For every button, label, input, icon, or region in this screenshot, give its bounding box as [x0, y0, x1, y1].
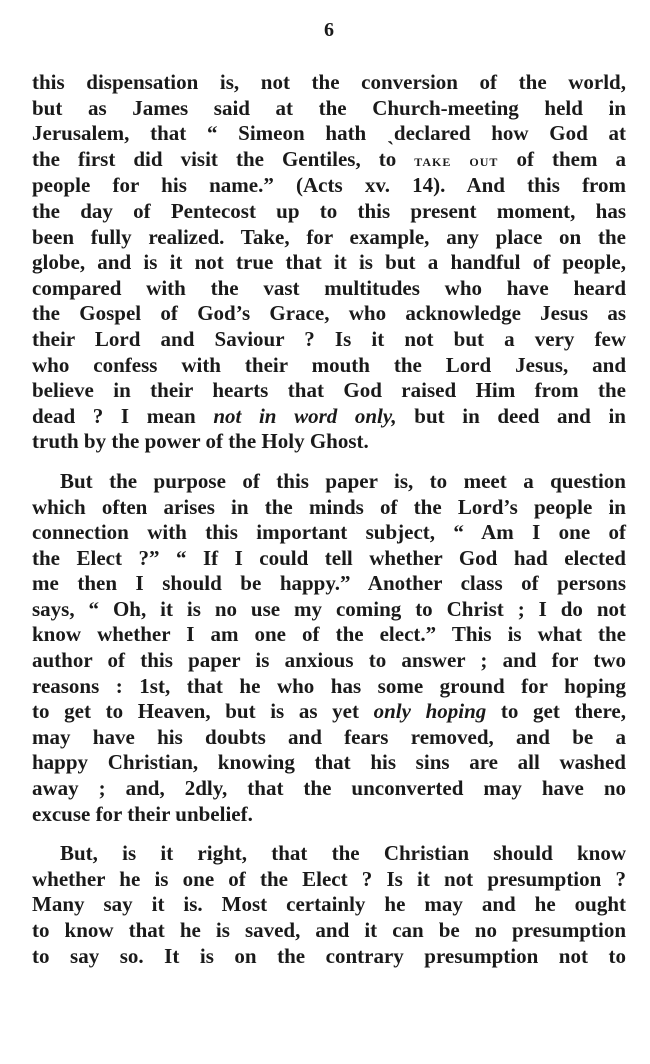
text-line: [32, 404, 626, 430]
text-line: the Elect ?” “ If I could tell whether God had elected: [32, 545, 626, 570]
text-line: the Gospel of God’s Grace, who acknowledge Jesus as: [32, 301, 626, 326]
text-segment: of them a: [498, 146, 627, 171]
text-line: whether he is one of the Elect ? Is it not presumption ?: [32, 866, 626, 891]
text-line: people for his name.” (Acts xv. 14). And this from: [32, 173, 626, 198]
text-line: connection with this important subject, “ Am I one of: [32, 520, 626, 545]
paragraph-2: [32, 469, 626, 827]
text-line: excuse for their unbelief.: [32, 801, 253, 826]
text-line: compared with the vast multitudes who have heard: [32, 275, 626, 300]
text-segment: the first did visit the Gentiles, to: [32, 146, 415, 171]
text-line: to say so. It is on the contrary presumption not to: [32, 943, 626, 968]
text-line: reasons : 1st, that he who has some ground for hoping: [32, 673, 626, 698]
text-line: Many say it is. Most certainly he may and he ought: [32, 892, 626, 917]
text-segment: to get there,: [486, 699, 627, 724]
text-line: truth by the power of the Holy Ghost.: [32, 429, 369, 454]
text-line: But, is it right, that the Christian should know: [60, 841, 626, 866]
text-line: [32, 699, 626, 725]
text-line: know whether I am one of the elect.” This is what the: [32, 622, 626, 647]
paragraph-3: [32, 841, 626, 969]
text-line: author of this paper is anxious to answer ; and for two: [32, 648, 626, 673]
text-line: the day of Pentecost up to this present moment, has: [32, 198, 626, 223]
text-line: But the purpose of this paper is, to meet a question: [60, 468, 626, 493]
text-segment: to get to Heaven, but is as yet: [32, 699, 374, 724]
text-line: to know that he is saved, and it can be no presumption: [32, 918, 626, 942]
text-line: this dispensation is, not the conversion of the world,: [32, 70, 626, 94]
text-line: says, “ Oh, it is no use my coming to Christ ; I do not: [32, 596, 626, 621]
text-line: happy Christian, knowing that his sins are all washed: [32, 750, 626, 775]
text-line: which often arises in the minds of the Lord’s people in: [32, 494, 626, 519]
smallcaps-take-out: take out: [414, 150, 499, 170]
text-line: may have his doubts and fears removed, and be a: [32, 724, 626, 749]
page-number: 6: [324, 19, 334, 41]
text-line: away ; and, 2dly, that the unconverted may have no: [32, 776, 626, 801]
text-segment: dead ? I mean: [32, 403, 214, 428]
text-segment: but in deed and in: [396, 403, 626, 428]
text-line: believe in their hearts that God raised Him from the: [32, 378, 626, 403]
text-line: been fully realized. Take, for example, any place on the: [32, 224, 626, 249]
text-line: who confess with their mouth the Lord Jesus, and: [32, 352, 626, 377]
book-page: [32, 18, 626, 969]
text-line: globe, and is it not true that it is but a handful of people,: [32, 250, 626, 275]
paragraph-1: [32, 70, 626, 455]
text-line: their Lord and Saviour ? Is it not but a very few: [32, 326, 626, 351]
italic-only-hoping: only hoping: [373, 699, 487, 724]
text-line: [32, 147, 626, 174]
italic-not-in-word-only: not in word only,: [213, 403, 397, 428]
text-line: me then I should be happy.” Another class of persons: [32, 571, 626, 596]
text-line: Jerusalem, that “ Simeon hath ˎdeclared how God at: [32, 121, 626, 146]
text-line: but as James said at the Church-meeting held in: [32, 95, 626, 120]
